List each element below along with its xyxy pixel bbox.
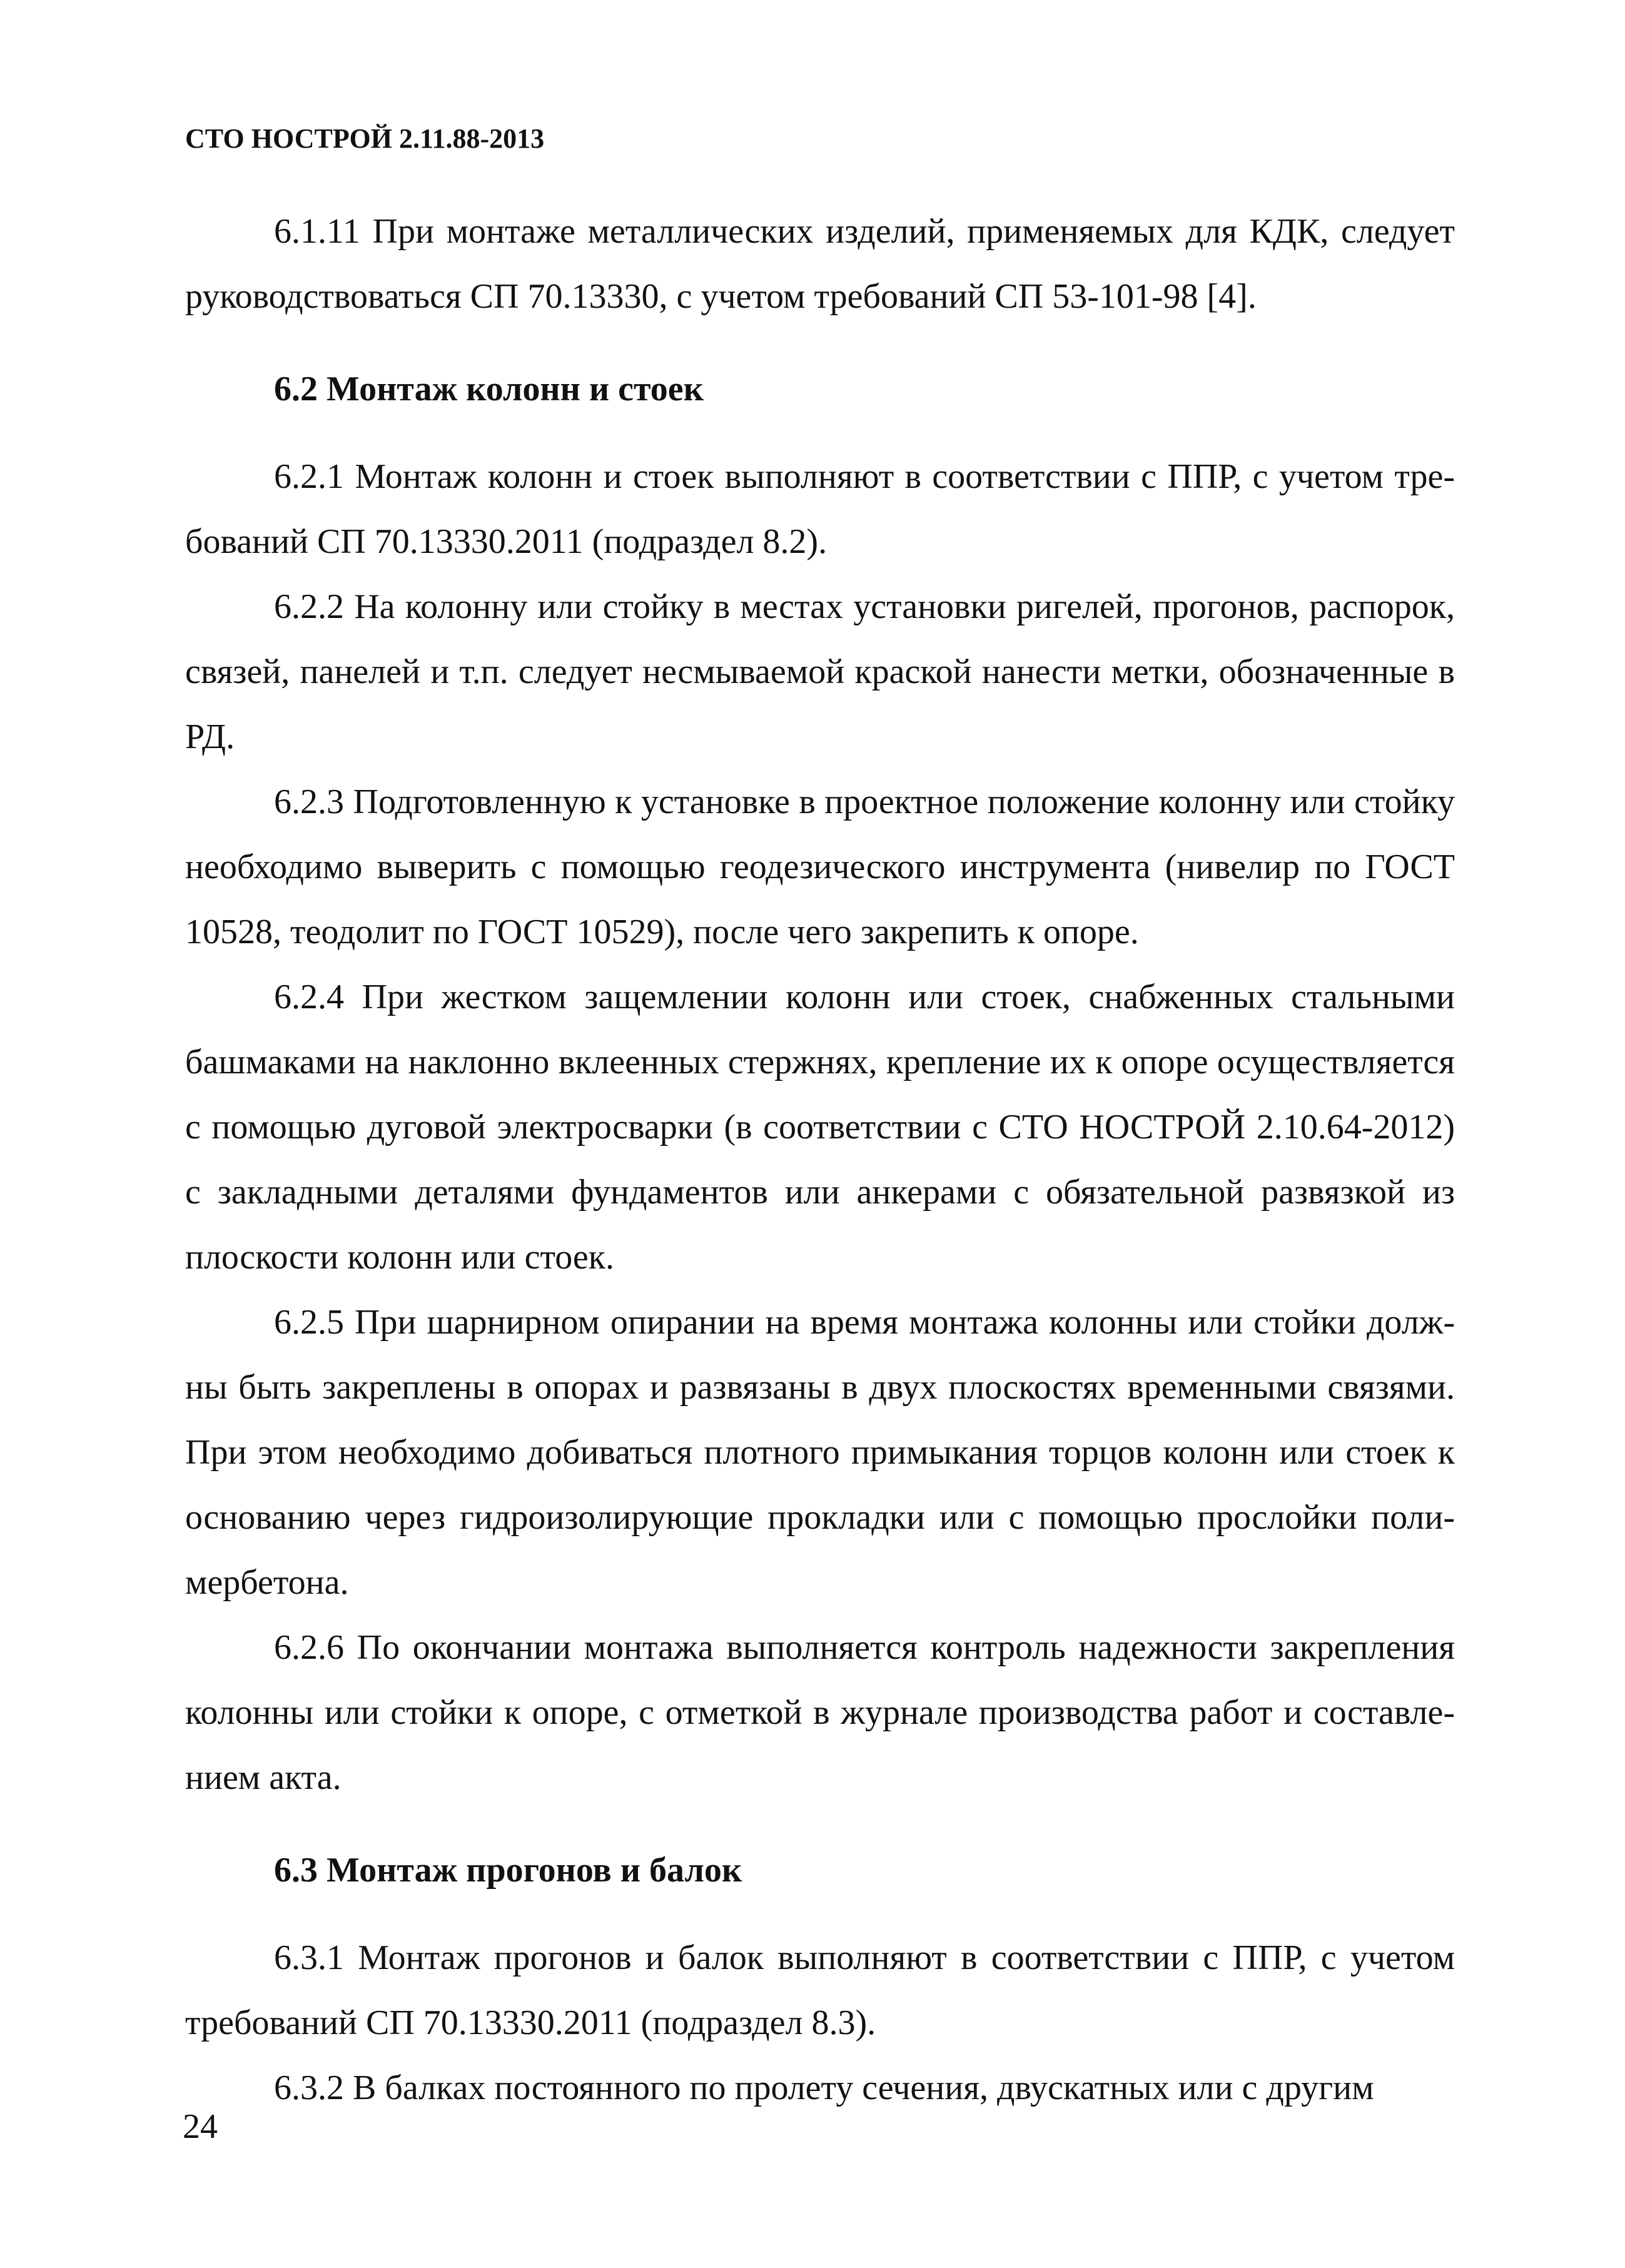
section-heading-6-3: 6.3 Монтаж прогонов и балок	[274, 1851, 742, 1890]
section-heading-6-2: 6.2 Монтаж колонн и стоек	[274, 370, 704, 408]
paragraph-6-2-3: 6.2.3 Подготовленную к установке в проектное положение колонну или стойку необходимо выверить с помощью геодезического инструмента (нивелир по ГОСТ 10528, теодолит по ГОСТ 10529), после чего закрепить к опоре.	[185, 782, 1455, 951]
paragraph-6-1-11: 6.1.11 При монтаже металлических изделий, применяемых для КДК, следует руководствоваться СП 70.13330, с учетом требований СП 53-101-98 [4].	[185, 212, 1455, 316]
paragraph-6-2-2: 6.2.2 На колонну или стойку в местах установки ригелей, прогонов, распорок, связей, панелей и т.п. следует несмываемой краской нанести метки, обозначенные в РД.	[185, 587, 1455, 756]
document-body	[185, 199, 1455, 2120]
paragraph-6-2-1: 6.2.1 Монтаж колонн и стоек выполняют в соответствии с ППР, с учетом требований СП 70.13330.2011 (подраздел 8.2).	[185, 457, 1455, 561]
paragraph-6-2-5: 6.2.5 При шарнирном опирании на время монтажа колонны или стойки должны быть закреплены в опорах и развязаны в двух плоскостях временными связями. При этом необходимо добиваться плотного примыкания торцов колонн или стоек к основанию через гидроизолирующие прокладки или с помощью прослойки полимербетона.	[185, 1303, 1455, 1602]
paragraph-6-3-2: 6.3.2 В балках постоянного по пролету сечения, двускатных или с другим	[274, 2068, 1374, 2107]
paragraph-6-2-4: 6.2.4 При жестком защемлении колонн или стоек, снабженных стальными башмаками на наклонно вклеенных стержнях, крепление их к опоре осуществляется с помощью дуговой электросварки (в соответствии с СТО НОСТРОЙ 2.10.64-2012) с закладными деталями фундаментов или анкерами с обязательной развязкой из плоскости колонн или стоек.	[185, 978, 1455, 1277]
document-header-code: СТО НОСТРОЙ 2.11.88-2013	[185, 123, 545, 154]
page-number: 24	[183, 2107, 218, 2146]
paragraph-6-2-6: 6.2.6 По окончании монтажа выполняется контроль надежности закрепления колонны или стойки к опоре, с отметкой в журнале производства работ и составлением акта.	[185, 1628, 1455, 1797]
paragraph-6-3-1: 6.3.1 Монтаж прогонов и балок выполняют в соответствии с ППР, с учетом требований СП 70.13330.2011 (подраздел 8.3).	[185, 1938, 1455, 2042]
